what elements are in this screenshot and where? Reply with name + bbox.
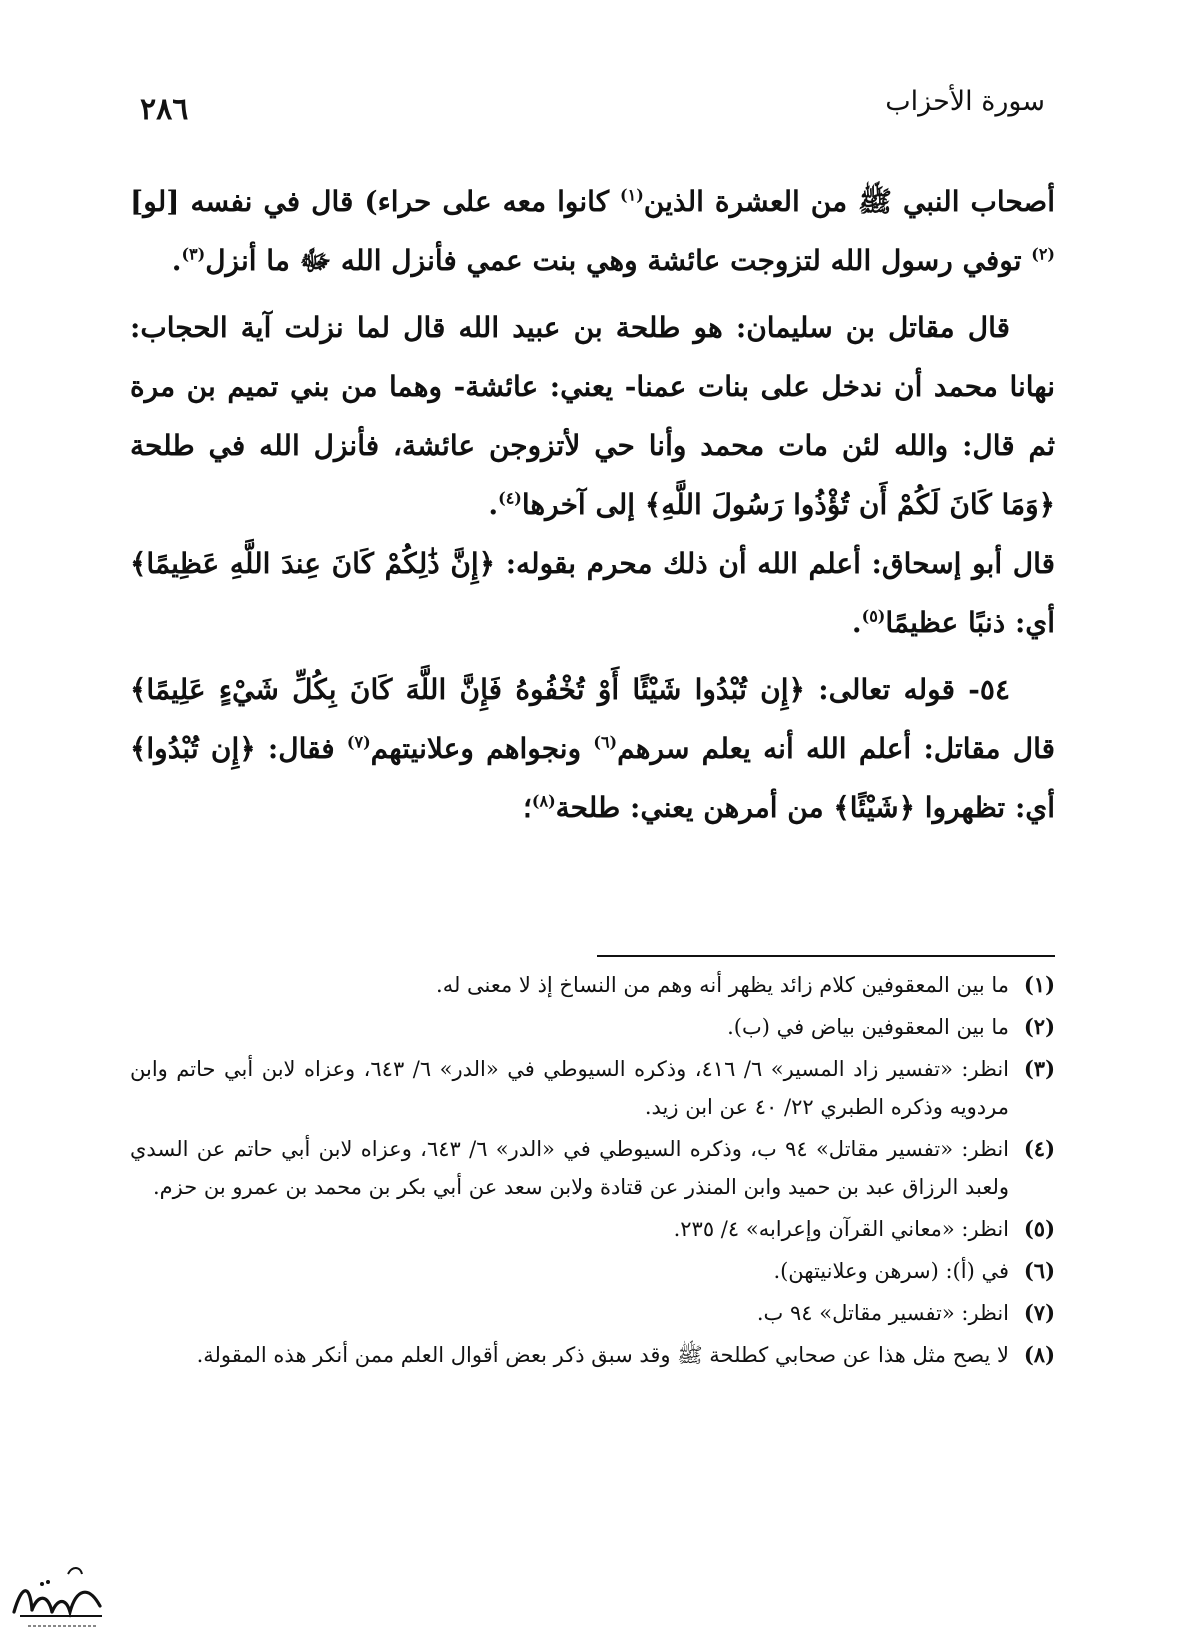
text-run: ونجواهم وعلانيتهم: [370, 732, 594, 765]
text-run: .: [488, 488, 499, 521]
footnote-ref[interactable]: (٨): [531, 791, 556, 811]
footnote-ref[interactable]: (١): [620, 185, 644, 205]
footnote-text: ما بين المعقوفين كلام زائد يظهر أنه وهم من النساخ إذ لا معنى له.: [436, 973, 1009, 997]
footnote-text: انظر: «تفسير مقاتل» ٩٤ ب، وذكره السيوطي في «الدر» ٦/ ٦٤٣، وعزاه لابن أبي حاتم عن السدي ولعبد الرزاق عبد بن حميد وابن المنذر عن قتادة ولابن سعد عن أبي بكر بن محمد بن عمرو بن حزم.: [130, 1137, 1010, 1199]
footnote-ref[interactable]: (٧): [346, 732, 371, 752]
text-run: .: [171, 244, 182, 277]
paragraph-1: [130, 172, 1055, 290]
footnote: [130, 966, 1055, 1004]
paragraph-3: [130, 534, 1055, 652]
page-number: ٢٨٦: [140, 92, 189, 127]
footnote-number: (٧): [1023, 1300, 1055, 1325]
text-run: أصحاب النبي ﷺ من العشرة الذين: [643, 185, 1055, 218]
footnote-number: (٢): [1023, 1014, 1055, 1039]
text-run: توفي رسول الله لتزوجت عائشة وهي بنت عمي فأنزل الله ﷻ ما أنزل: [205, 244, 1032, 277]
paragraph-4: [130, 660, 1055, 837]
footnote-text: انظر: «تفسير زاد المسير» ٦/ ٤١٦، وذكره السيوطي في «الدر» ٦/ ٦٤٣، وعزاه لابن أبي حاتم وابن مردويه وذكره الطبري ٢٢/ ٤٠ عن ابن زيد.: [130, 1057, 1009, 1119]
footnote-text: ما بين المعقوفين بياض في (ب).: [727, 1015, 1009, 1039]
surah-title: سورة الأحزاب: [885, 86, 1045, 117]
footnote: [130, 1008, 1055, 1046]
footnote: [130, 1294, 1055, 1332]
paragraph-2: [130, 298, 1055, 534]
footnote-ref[interactable]: (٢): [1031, 244, 1055, 264]
footnote: [130, 1336, 1055, 1374]
footnote-ref[interactable]: (٥): [861, 606, 886, 626]
footnote-text: لا يصح مثل هذا عن صحابي كطلحة ﷺ وقد سبق ذكر بعض أقوال العلم ممن أنكر هذه المقولة.: [196, 1343, 1009, 1367]
footnote-number: (٤): [1023, 1136, 1055, 1161]
footnote: [130, 1130, 1055, 1206]
footnote-ref[interactable]: (٤): [498, 488, 522, 508]
text-run: كانوا معه على حراء) قال في نفسه [لو]: [130, 185, 621, 218]
footnote-number: (٥): [1023, 1216, 1055, 1241]
footnote-text: في (أ): (سرهن وعلانيتهن).: [773, 1259, 1009, 1283]
footnote-number: (١): [1023, 972, 1055, 997]
text-run: ٥٤- قوله تعالى: ﴿إِن تُبْدُوا شَيْئًا أَوْ تُخْفُوهُ فَإِنَّ اللَّهَ كَانَ بِكُلِّ شَيْءٍ عَلِيمًا﴾ قال مقاتل: أعلم الله أنه يعلم سرهم: [130, 673, 1055, 765]
footnote: [130, 1050, 1055, 1126]
footnote-number: (٨): [1023, 1342, 1055, 1367]
text-run: ؛: [523, 791, 532, 824]
library-logo-icon: [8, 1554, 108, 1632]
footnote-ref[interactable]: (٦): [593, 732, 618, 752]
footnotes: [130, 966, 1055, 1378]
footnote-separator: [597, 955, 1055, 957]
running-header: [140, 86, 1045, 130]
text-run: قال أبو إسحاق: أعلم الله أن ذلك محرم بقوله: ﴿إِنَّ ذَٰلِكُمْ كَانَ عِندَ اللَّهِ عَظِيمًا﴾ أي: ذنبًا عظيمًا: [130, 547, 1055, 639]
text-run: .: [851, 606, 862, 639]
footnote: [130, 1210, 1055, 1248]
text-run: فقال: ﴿إِن تُبْدُوا﴾ أي: تظهروا ﴿شَيْئًا﴾ من أمرهن يعني: طلحة: [130, 732, 1055, 824]
footnote-text: انظر: «معاني القرآن وإعرابه» ٤/ ٢٣٥.: [673, 1217, 1009, 1241]
text-run: قال مقاتل بن سليمان: هو طلحة بن عبيد الله قال لما نزلت آية الحجاب: نهانا محمد أن ندخل على بنات عمنا- يعني: عائشة- وهما من بني تميم بن مرة ثم قال: والله لئن مات محمد وأنا حي لأتزوجن عائشة، فأنزل الله في طلحة ﴿وَمَا كَانَ لَكُمْ أَن تُؤْذُوا رَسُولَ اللَّهِ﴾ إلى آخرها: [130, 311, 1055, 521]
main-text: [130, 172, 1055, 837]
footnote-number: (٣): [1023, 1056, 1055, 1081]
footnote-number: (٦): [1023, 1258, 1055, 1283]
footnote: [130, 1252, 1055, 1290]
footnote-ref[interactable]: (٣): [181, 244, 206, 264]
footnote-text: انظر: «تفسير مقاتل» ٩٤ ب.: [756, 1301, 1009, 1325]
